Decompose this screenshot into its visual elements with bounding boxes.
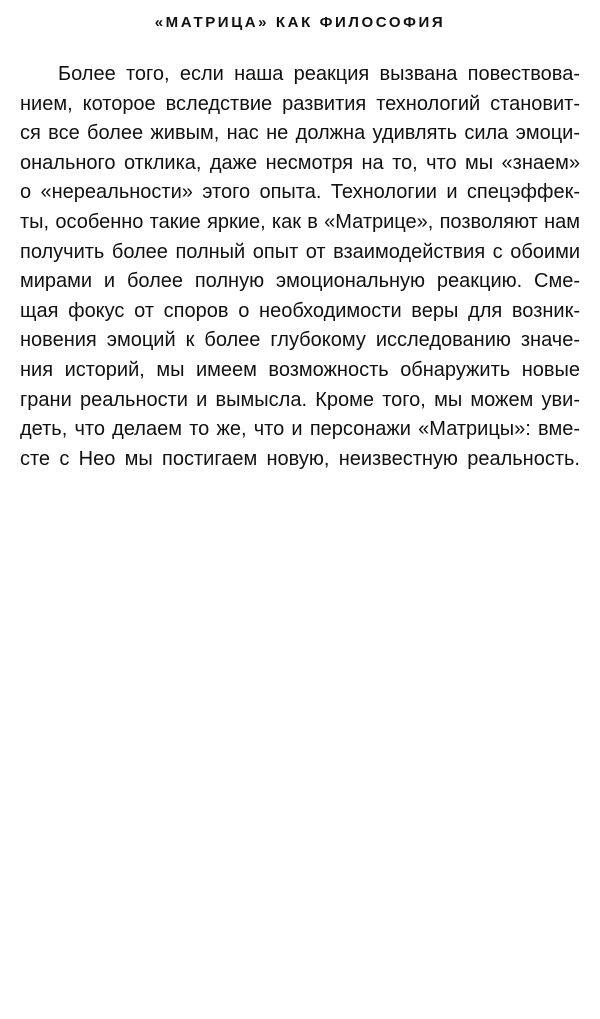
paragraph-line: о «нереальности» этого опыта. Технологии и спецэффек- <box>20 181 580 204</box>
paragraph-line: мирами и более полную эмоциональную реакцию. Сме- <box>20 270 580 293</box>
paragraph-line: щая фокус от споров о необходимости веры для возник- <box>20 299 580 322</box>
paragraph-line: ния историй, мы имеем возможность обнаружить новые <box>20 358 580 381</box>
paragraph-line: ты, особенно такие яркие, как в «Матрице», позволяют нам <box>20 210 580 233</box>
paragraph-line: деть, что делаем то же, что и персонажи «Матрицы»: вме- <box>20 418 580 441</box>
body-paragraph <box>20 60 580 474</box>
running-header: «МАТРИЦА» КАК ФИЛОСОФИЯ <box>154 14 446 31</box>
paragraph-line: новения эмоций к более глубокому исследованию значе- <box>20 329 580 352</box>
paragraph-line: онального отклика, даже несмотря на то, что мы «знаем» <box>20 151 580 174</box>
paragraph-line: Более того, если наша реакция вызвана повествова- <box>58 63 580 85</box>
paragraph-line: получить более полный опыт от взаимодействия с обоими <box>20 240 580 263</box>
paragraph-line: грани реальности и вымысла. Кроме того, мы можем уви- <box>20 388 580 411</box>
paragraph-line: ся все более живым, нас не должна удивлять сила эмоци- <box>20 122 580 145</box>
paragraph-line: сте с Нео мы постигаем новую, неизвестную реальность. <box>20 447 580 470</box>
paragraph-line: нием, которое вследствие развития технологий становит- <box>20 92 580 115</box>
